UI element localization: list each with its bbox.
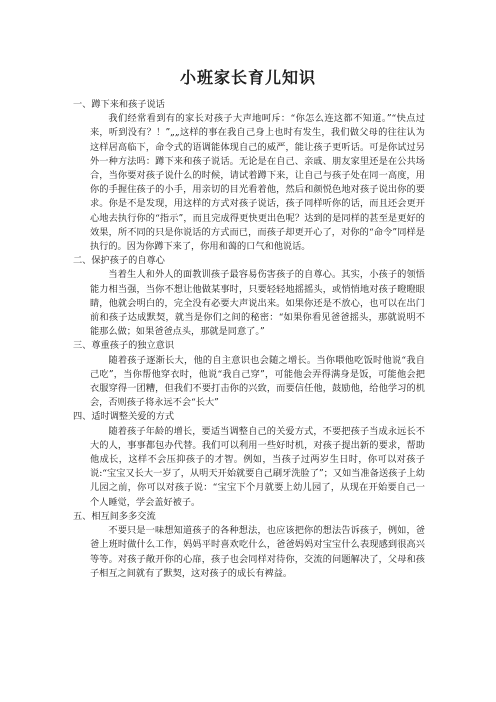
section-paragraph: 不要只是一味想知道孩子的各种想法，也应该把你的想法告诉孩子，例如，爸爸上班时做什么工作，妈妈平时喜欢吃什么，爸爸妈妈对宝宝什么表现感到很高兴等等。对孩子敞开你的心扉，孩子也会同样对待你，交流的问题解决了，父母和孩子相互之间就有了默契，这对孩子的成长有裨益。 xyxy=(90,525,425,579)
section-communicate-more xyxy=(73,510,425,581)
page-title: 小班家长育儿知识 xyxy=(179,68,316,87)
section-heading: 四、适时调整关爱的方式 xyxy=(73,411,175,423)
section-squat-down-to-talk xyxy=(73,98,425,254)
section-respect-independence xyxy=(73,339,425,410)
section-protect-self-esteem xyxy=(73,254,425,339)
section-paragraph: 我们经常看到有的家长对孩子大声地呵斥：“你怎么连这都不知道。”“快点过来，听到没有？！”„„这样的事在我自己身上也时有发生，我们做父母的往往认为这样居高临下，命令式的语调能体现自己的威严，能让孩子更听话。可是你试过另外一种方法吗：蹲下来和孩子说话。无论是在自己、亲戚、朋友家里还是在公共场合，当你要对孩子说什么的时候，请试着蹲下来，让自己与孩子处在同一高度，用你的手握住孩子的小手，用亲切的目光看着他，然后和颜悦色地对孩子说出你的要求。你是不是发现，用这样的方式对孩子说话，孩子同样听你的话，而且还会更开心地去执行你的“指示”，而且完成得更快更出色呢？达到的是同样的甚至是更好的效果，所不同的只是你说话的方式而已，而孩子却更开心了，对你的“命令”同样是执行的。因为你蹲下来了，你用和蔼的口气和他说话。 xyxy=(90,113,425,253)
section-paragraph: 当着生人和外人的面教训孩子最容易伤害孩子的自尊心。其实，小孩子的领悟能力相当强，当你不想让他做某事时，只要轻轻地摇摇头，或悄悄地对孩子瞪瞪眼睛，他就会明白的，完全没有必要大声说出来。如果你还是不放心，也可以在出门前和孩子达成默契，就当是你们之间的秘密：“如果你看见爸爸摇头，那就说明不能那么做；如果爸爸点头，那就是同意了。” xyxy=(90,269,425,338)
section-paragraph: 随着孩子逐渐长大，他的自主意识也会随之增长。当你喂他吃饭时他说“我自己吃”，当你帮他穿衣时，他说“我自己穿”，可能他会弄得满身是饭，可能他会把衣服穿得一团糟，但我们不要打击你的兴致，而要信任他，鼓励他，给他学习的机会，否则孩子将永远不会“长大” xyxy=(90,354,425,409)
document-body xyxy=(73,98,425,581)
section-heading: 一、蹲下来和孩子说话 xyxy=(73,99,165,110)
section-heading: 二、保护孩子的自尊心 xyxy=(73,255,165,267)
section-paragraph: 随着孩子年龄的增长，要适当调整自己的关爱方式，不要把孩子当成永远长不大的人，事事都包办代替。我们可以利用一些好时机，对孩子提出新的要求，帮助他成长，这样不会压抑孩子的才智。例如，当孩子过两岁生日时，你可以对孩子说:“宝宝又长大一岁了，从明天开始就要自己刷牙洗脸了”；又如当准备送孩子上幼儿园之前，你可以对孩子说：“宝宝下个月就要上幼儿园了，从现在开始要自己一个人睡觉，学会盖好被子。 xyxy=(90,425,425,508)
section-heading: 三、尊重孩子的独立意识 xyxy=(73,340,175,352)
section-heading: 五、相互间多多交流 xyxy=(73,510,156,522)
section-adjust-care-style xyxy=(73,410,425,509)
